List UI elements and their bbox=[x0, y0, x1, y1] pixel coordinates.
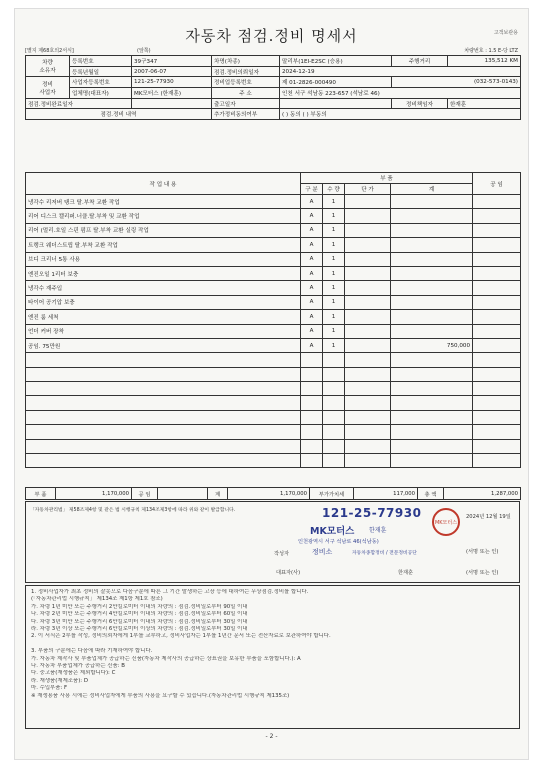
part-qty: 1 bbox=[323, 295, 345, 309]
note-line: 가. 차령 1년 미만 또는 주행거리 2만킬로미터 이내의 차량의 : 점검.정비일로부터 90일 이내 bbox=[31, 603, 248, 610]
part-amount bbox=[391, 439, 473, 453]
parts-label: 부 품 bbox=[26, 488, 56, 500]
part-type: A bbox=[301, 338, 323, 352]
work-desc: 공임. 75만원 bbox=[26, 338, 301, 352]
side-note: (앞쪽) bbox=[137, 48, 151, 54]
representative-label: 대표자(사) bbox=[276, 570, 301, 576]
part-amount bbox=[391, 324, 473, 338]
part-qty: 1 bbox=[323, 338, 345, 352]
owner-section-label: 차량 소유자 bbox=[26, 56, 70, 77]
work-desc: 브디 크리너 5통 사용 bbox=[26, 252, 301, 266]
stamped-owner: 한재훈 bbox=[369, 527, 387, 534]
labor-label: 공 임 bbox=[132, 488, 158, 500]
part-unit-price bbox=[345, 223, 391, 237]
part-unit-price bbox=[345, 281, 391, 295]
labor-amount bbox=[473, 195, 521, 209]
note-line: 3. 부품의 구분에는 다음에 따라 기재하여야 합니다. bbox=[31, 648, 153, 655]
address-label: 주 소 bbox=[212, 88, 280, 99]
manager-label: 정비책임자 bbox=[392, 98, 448, 109]
part-amount bbox=[391, 353, 473, 367]
work-desc bbox=[26, 425, 301, 439]
table-row bbox=[26, 382, 521, 396]
part-unit-price bbox=[345, 238, 391, 252]
part-amount bbox=[391, 396, 473, 410]
part-amount bbox=[391, 410, 473, 424]
additional-label: 추가정비동의여부 bbox=[212, 109, 280, 120]
sign-note: (서명 또는 인) bbox=[466, 549, 499, 555]
additional-value: ( ) 동의 ( ) 부동의 bbox=[280, 109, 521, 120]
biz-no-value: 121-25-77930 bbox=[132, 77, 212, 88]
part-type: A bbox=[301, 252, 323, 266]
table-row bbox=[26, 238, 521, 252]
certificate-box bbox=[25, 501, 520, 583]
part-type bbox=[301, 410, 323, 424]
corner-note: 고객보관용 bbox=[493, 30, 518, 36]
work-desc bbox=[26, 367, 301, 381]
details-label: 점검.정비 내역 bbox=[26, 109, 212, 120]
part-unit-price bbox=[345, 252, 391, 266]
model-value: 말리부(1EI-E2SC (승용) bbox=[280, 56, 392, 67]
work-desc bbox=[26, 439, 301, 453]
labor-amount bbox=[473, 353, 521, 367]
business-section-label: 정비 사업자 bbox=[26, 77, 70, 98]
stamped-company: MK모터스 bbox=[310, 526, 355, 537]
part-unit-price bbox=[345, 195, 391, 209]
part-type: A bbox=[301, 310, 323, 324]
manager-value: 한재훈 bbox=[448, 98, 521, 109]
part-amount bbox=[391, 238, 473, 252]
reg-date-label: 등록년월일 bbox=[70, 66, 132, 77]
part-type bbox=[301, 425, 323, 439]
note-line: 다. 차령 3년 미만 또는 주행거리 6만킬로미터 이내의 차량의 : 점검.정비일로부터 30일 이내 bbox=[31, 618, 248, 625]
reg-no-value: 39구347 bbox=[132, 56, 212, 67]
total-value: 1,287,000 bbox=[444, 488, 521, 500]
part-type bbox=[301, 382, 323, 396]
work-desc: 타이어 공기압 보충 bbox=[26, 295, 301, 309]
order-date-label: 점검.정비의뢰일자 bbox=[212, 66, 280, 77]
stamped-biz-no: 121-25-77930 bbox=[322, 506, 422, 520]
part-unit-price bbox=[345, 324, 391, 338]
work-desc: 언더 커버 장착 bbox=[26, 324, 301, 338]
part-type bbox=[301, 353, 323, 367]
header-unit: 단 가 bbox=[345, 184, 391, 195]
phone-value: (032-573-0143) bbox=[392, 77, 521, 88]
part-qty: 1 bbox=[323, 209, 345, 223]
note-line: 라. 재생품(재제조품): D bbox=[31, 677, 88, 684]
part-qty bbox=[323, 410, 345, 424]
labor-amount bbox=[473, 338, 521, 352]
labor-amount bbox=[473, 410, 521, 424]
part-amount bbox=[391, 223, 473, 237]
work-desc: 리어 (멀리.호일 스핀 펌프 탈.부착 교환 실링 작업 bbox=[26, 223, 301, 237]
labor-amount bbox=[473, 310, 521, 324]
table-row bbox=[26, 295, 521, 309]
work-desc bbox=[26, 353, 301, 367]
mileage-label: 주행거리 bbox=[392, 56, 448, 67]
labor-amount bbox=[473, 439, 521, 453]
representative-sign-note: (서명 또는 인) bbox=[466, 570, 499, 576]
labor-amount bbox=[473, 281, 521, 295]
work-desc: 트랭크 웨더스트립 탈.부착 교환 작업 bbox=[26, 238, 301, 252]
header-total: 계 bbox=[391, 184, 473, 195]
shop-reg-value: 제 01-2826-000490 bbox=[280, 77, 392, 88]
header-parts: 부 품 bbox=[301, 173, 473, 184]
part-unit-price bbox=[345, 425, 391, 439]
part-amount bbox=[391, 310, 473, 324]
labor-amount bbox=[473, 425, 521, 439]
part-type: A bbox=[301, 209, 323, 223]
part-amount bbox=[391, 425, 473, 439]
part-qty bbox=[323, 454, 345, 468]
part-type: A bbox=[301, 281, 323, 295]
part-qty bbox=[323, 396, 345, 410]
company-value: MK모터스 (한재훈) bbox=[132, 88, 212, 99]
stamped-shop-name: 정비소 bbox=[312, 548, 333, 556]
work-desc bbox=[26, 396, 301, 410]
part-unit-price bbox=[345, 310, 391, 324]
total-label: 총 액 bbox=[418, 488, 444, 500]
part-qty: 1 bbox=[323, 238, 345, 252]
labor-amount bbox=[473, 382, 521, 396]
part-unit-price bbox=[345, 353, 391, 367]
mileage-value: 135,512 KM bbox=[448, 56, 521, 67]
labor-value bbox=[158, 488, 208, 500]
order-date-value: 2024-12-19 bbox=[280, 66, 521, 77]
part-type bbox=[301, 367, 323, 381]
work-desc bbox=[26, 454, 301, 468]
part-qty: 1 bbox=[323, 310, 345, 324]
part-unit-price bbox=[345, 266, 391, 280]
table-row bbox=[26, 223, 521, 237]
part-unit-price bbox=[345, 295, 391, 309]
done-date-label: 점검.정비완료일자 bbox=[26, 98, 132, 109]
table-row bbox=[26, 410, 521, 424]
labor-amount bbox=[473, 223, 521, 237]
note-line: 나. 차령 2년 미만 또는 주행거리 4만킬로미터 이내의 차량의 : 점검.정비일로부터 60일 이내 bbox=[31, 611, 248, 618]
certificate-date: 2024년 12월 19일 bbox=[466, 514, 511, 520]
part-qty: 1 bbox=[323, 195, 345, 209]
author-label: 작성자 bbox=[274, 551, 290, 557]
part-qty: 1 bbox=[323, 223, 345, 237]
part-unit-price bbox=[345, 439, 391, 453]
certificate-text: 「자동차관리법」 제58조제4항 및 같은 법 시행규칙 제134조제3항에 따라 위와 같이 발급합니다. bbox=[30, 508, 236, 513]
part-amount bbox=[391, 195, 473, 209]
subtotal-value: 1,170,000 bbox=[228, 488, 310, 500]
address-value: 인천 서구 석남동 223-657 (석남로 46) bbox=[280, 88, 521, 99]
work-desc: 엔진 룸 세척 bbox=[26, 310, 301, 324]
header-qty: 수 량 bbox=[323, 184, 345, 195]
note-line: 2. 이 서식은 2부를 작성, 정비의뢰자에게 1부를 교부하고, 정비사업자는 1부를 1년간 문서 또는 전산자료로 보관하여야 합니다. bbox=[31, 633, 331, 640]
part-qty: 1 bbox=[323, 252, 345, 266]
reg-no-label: 등록번호 bbox=[70, 56, 132, 67]
part-qty bbox=[323, 439, 345, 453]
header-type: 구 분 bbox=[301, 184, 323, 195]
part-type bbox=[301, 439, 323, 453]
note-line: 1. 정비사업자가 최초 정비의 잘못으로 다음구분에 따른 그 기간 발생하는 고장 등에 대하여는 무상점검.정비를 합니다. bbox=[31, 589, 309, 595]
part-amount bbox=[391, 209, 473, 223]
note-line: 마. 수입부품: F bbox=[31, 685, 68, 692]
part-type: A bbox=[301, 295, 323, 309]
work-desc: 냉각수 재주입 bbox=[26, 281, 301, 295]
part-unit-price bbox=[345, 454, 391, 468]
labor-amount bbox=[473, 454, 521, 468]
part-type: A bbox=[301, 223, 323, 237]
document-page bbox=[14, 8, 529, 760]
part-amount bbox=[391, 252, 473, 266]
labor-amount bbox=[473, 209, 521, 223]
stamped-shop-desc: 자동차종합정비 / 전문정비공단 bbox=[352, 551, 417, 556]
vat-label: 부가가치세 bbox=[310, 488, 354, 500]
vehicle-info-table bbox=[25, 55, 521, 120]
part-type: A bbox=[301, 195, 323, 209]
parts-value: 1,170,000 bbox=[56, 488, 132, 500]
vehicle-trim: 차량번호 : 1.5 E-당 LTZ bbox=[464, 48, 518, 54]
part-qty bbox=[323, 353, 345, 367]
table-row bbox=[26, 281, 521, 295]
table-row bbox=[26, 252, 521, 266]
done-date-value bbox=[132, 98, 212, 109]
labor-amount bbox=[473, 266, 521, 280]
part-qty bbox=[323, 382, 345, 396]
release-date-label: 출고일자 bbox=[212, 98, 280, 109]
table-row bbox=[26, 209, 521, 223]
work-desc bbox=[26, 382, 301, 396]
part-unit-price bbox=[345, 367, 391, 381]
table-row bbox=[26, 338, 521, 352]
table-row bbox=[26, 367, 521, 381]
part-unit-price bbox=[345, 382, 391, 396]
part-qty bbox=[323, 425, 345, 439]
notes-box bbox=[25, 585, 520, 729]
labor-amount bbox=[473, 252, 521, 266]
work-desc bbox=[26, 410, 301, 424]
part-type: A bbox=[301, 238, 323, 252]
shop-reg-label: 정비업등록번호 bbox=[212, 77, 280, 88]
part-amount bbox=[391, 454, 473, 468]
biz-no-label: 사업자등록번호 bbox=[70, 77, 132, 88]
form-number: [별지 제68호의2서식] bbox=[25, 48, 74, 54]
part-type: A bbox=[301, 324, 323, 338]
company-label: 업체명(대표자) bbox=[70, 88, 132, 99]
representative-name: 한재훈 bbox=[398, 570, 414, 576]
part-amount bbox=[391, 266, 473, 280]
part-amount bbox=[391, 367, 473, 381]
table-row bbox=[26, 439, 521, 453]
table-row bbox=[26, 454, 521, 468]
part-qty: 1 bbox=[323, 324, 345, 338]
model-label: 차명(차종) bbox=[212, 56, 280, 67]
work-desc: 냉각수 리저버 탱크 탈.부착 교환 작업 bbox=[26, 195, 301, 209]
labor-amount bbox=[473, 324, 521, 338]
labor-amount bbox=[473, 238, 521, 252]
part-amount bbox=[391, 382, 473, 396]
part-unit-price bbox=[345, 396, 391, 410]
work-desc: 엔진오일 1리터 보충 bbox=[26, 266, 301, 280]
totals-table bbox=[25, 487, 521, 500]
labor-amount bbox=[473, 295, 521, 309]
part-unit-price bbox=[345, 338, 391, 352]
part-unit-price bbox=[345, 410, 391, 424]
table-row bbox=[26, 396, 521, 410]
note-line: 라. 차령 3년 이상 또는 주행거리 6만킬로미터 이상의 차량의 : 점검.정비일로부터 30일 이내 bbox=[31, 626, 248, 633]
part-qty: 1 bbox=[323, 266, 345, 280]
page-number: - 2 - bbox=[265, 733, 278, 740]
part-unit-price bbox=[345, 209, 391, 223]
part-type bbox=[301, 396, 323, 410]
vat-value: 117,000 bbox=[354, 488, 418, 500]
note-line: 가. 자동차 제작사 및 부품업체가 공급하는 신품(자동차 제작사의 공급하는 상표권을 보유한 부품을 포함합니다.): A bbox=[31, 655, 301, 662]
note-line: 나. 자동차 부품업체가 공급하는 신품: B bbox=[31, 663, 125, 670]
table-row bbox=[26, 266, 521, 280]
part-qty: 1 bbox=[323, 281, 345, 295]
part-type: A bbox=[301, 266, 323, 280]
document-title: 자동차 점검.정비 명세서 bbox=[185, 27, 358, 45]
note-line: (「자동차관리법 시행규칙」 제134조 제1항 제1호 참조) bbox=[31, 596, 163, 603]
header-labor: 공 임 bbox=[473, 173, 521, 195]
note-line: ※ 재생용품 사용 시에는 정비사업자에게 부품의 사용을 요구할 수 있습니다.(자동차관리법 시행규칙 제135조) bbox=[31, 692, 290, 699]
part-qty bbox=[323, 367, 345, 381]
table-row bbox=[26, 353, 521, 367]
seal-text: MK모터스 bbox=[434, 519, 458, 526]
part-type bbox=[301, 454, 323, 468]
header-work: 작 업 내 용 bbox=[26, 173, 301, 195]
labor-amount bbox=[473, 367, 521, 381]
note-line: 다. 중고품(재생품은 제외합니다): C bbox=[31, 670, 116, 677]
subtotal-label: 계 bbox=[208, 488, 228, 500]
stamped-address: 인천광역시 서구 석남로 46(석남동) bbox=[298, 539, 379, 545]
table-row bbox=[26, 425, 521, 439]
table-row bbox=[26, 195, 521, 209]
table-row bbox=[26, 310, 521, 324]
part-amount: 750,000 bbox=[391, 338, 473, 352]
work-desc: 리어 디스크 캘리퍼.너클.탈.부착 및 교환 작업 bbox=[26, 209, 301, 223]
work-details-table bbox=[25, 172, 521, 468]
company-seal bbox=[432, 508, 460, 536]
release-date-value bbox=[280, 98, 392, 109]
part-amount bbox=[391, 281, 473, 295]
labor-amount bbox=[473, 396, 521, 410]
note-line bbox=[31, 641, 514, 648]
part-amount bbox=[391, 295, 473, 309]
reg-date-value: 2007-06-07 bbox=[132, 66, 212, 77]
table-row bbox=[26, 324, 521, 338]
